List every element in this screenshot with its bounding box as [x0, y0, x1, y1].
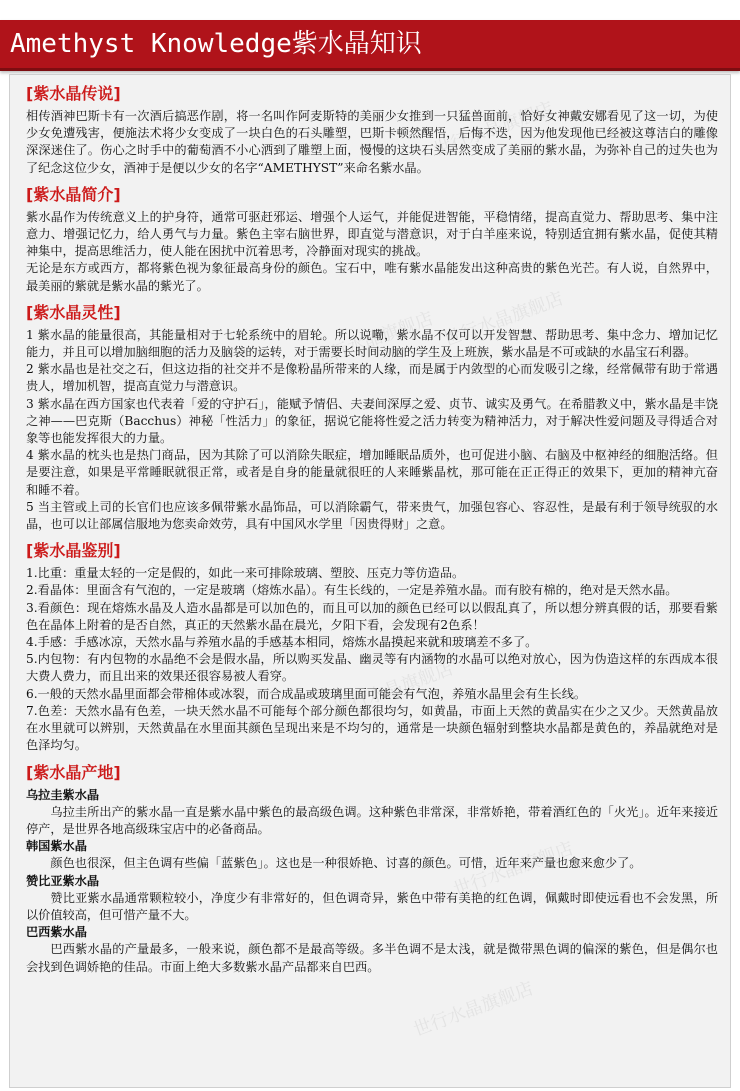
paragraph: 4.手感：手感冰凉，天然水晶与养殖水晶的手感基本相同，熔炼水晶摸起来就和玻璃差不多了。 — [26, 635, 538, 650]
section-spirit — [26, 302, 718, 533]
origin-name: 乌拉圭紫水晶 — [26, 787, 100, 802]
page-title: Amethyst Knowledge紫水晶知识 — [10, 29, 422, 59]
origin-name: 韩国紫水晶 — [26, 839, 87, 854]
paragraph: 巴西紫水晶的产量最多，一般来说，颜色都不是最高等级。多半色调不是太浅，就是微带黑色调的偏深的紫色，但是偶尔也会找到色调娇艳的佳品。市面上绝大多数紫水晶产品都来自巴西。 — [26, 942, 718, 974]
page-header — [0, 20, 740, 71]
paragraph: 1.比重：重量太轻的一定是假的，如此一来可排除玻璃、塑胶、压克力等仿造品。 — [26, 566, 465, 581]
paragraph: 2 紫水晶也是社交之石，但这边指的社交并不是像粉晶所带来的人缘，而是属于内敛型的心而发吸引之缘，经常佩带有助于常遇贵人，增加机智，提高直觉力与潜意识。 — [26, 362, 718, 394]
section-origin — [26, 762, 718, 976]
section-intro — [26, 184, 718, 295]
paragraph: 1 紫水晶的能量很高，其能量相对于七轮系统中的眉轮。所以说嘞，紫水晶不仅可以开发智慧、帮助思考、集中念力、增加记忆能力，并且可以增加脑细胞的活力及脑袋的运转，对于需要长时间动脑的学生及上班族，紫水晶是不可或缺的水晶宝石利器。 — [26, 327, 718, 360]
paragraph: 颜色也很深，但主色调有些偏「蓝紫色」。这也是一种很娇艳、讨喜的颜色。可惜，近年来产量也愈来愈少了。 — [50, 856, 642, 871]
content-panel — [9, 74, 731, 1088]
paragraph: 相传酒神巴斯卡有一次酒后搞恶作剧，将一名叫作阿麦斯特的美丽少女推到一只猛兽面前，恰好女神戴安娜看见了这一切，为使少女免遭残害，便施法术将少女变成了一块白色的石头雕塑，巴斯卡顿然醒悟，后悔不迭，因为他发现他已经被这尊洁白的雕像深深迷住了。伤心之时手中的葡萄酒不小心洒到了雕塑上面，慢慢的这块石头居然变成了美丽的紫水晶，为弥补自己的过失也为了纪念这位少女，酒神于是便以少女的名字“AMETHYST”来命名紫水晶。 — [26, 109, 718, 175]
section-identify — [26, 540, 718, 754]
paragraph: 3.看颜色：现在熔炼水晶及人造水晶都是可以加色的，而且可以加的颜色已经可以以假乱真了，所以想分辨真假的话，那要看紫色在晶体上附着的是否自然，真正的天然紫水晶在晨光，夕阳下看，会发现有2色系！ — [26, 600, 718, 632]
watermark: 世行水晶旗舰店 — [410, 977, 537, 1041]
watermark: 世行水晶旗舰店 — [330, 657, 457, 721]
paragraph: 2.看晶体：里面含有气泡的，一定是玻璃（熔炼水晶）。有生长线的，一定是养殖水晶。而有胶有棉的，绝对是天然水晶。 — [26, 583, 678, 598]
paragraph: 6.一般的天然水晶里面都会带棉体或冰裂，而合成晶或玻璃里面可能会有气泡，养殖水晶里会有生长线。 — [26, 686, 587, 701]
watermark: 世行水晶旗舰店 — [430, 97, 557, 161]
section-title: [紫水晶产地] — [26, 762, 121, 782]
paragraph: 7.色差：天然水晶有色差，一块天然水晶不可能每个部分颜色都很均匀，如黄晶，市面上天然的黄晶实在少之又少。天然黄晶放在水里就可以辨别，天然黄晶在水里面其颜色呈现出来是不均匀的，通常是一块颜色辐射到整块水晶都是黄色的，养晶就绝对是色泽均匀。 — [26, 703, 718, 753]
section-title: [紫水晶鉴别] — [26, 541, 121, 561]
paragraph: 5.内包物：有内包物的水晶绝不会是假水晶，所以购买发晶、幽灵等有内涵物的水晶可以绝对放心，因为伪造这样的东西成本很大费人费力，而且出来的效果还很容易被人看穿。 — [26, 652, 718, 684]
section-legend — [26, 83, 718, 177]
section-title: [紫水晶灵性] — [26, 302, 121, 322]
section-title: [紫水晶简介] — [26, 184, 121, 204]
paragraph: 3 紫水晶在西方国家也代表着「爱的守护石」，能赋予情侣、夫妻间深厚之爱、贞节、诚实及勇气。在希腊教义中，紫水晶是丰饶之神——巴克斯（Bacchus）神秘「性活力」的象征，据说它能将性爱之活力转变为精神活力，对于解决性爱问题及寻得适合对象等也能发挥很大的力量。 — [26, 396, 718, 446]
origin-name: 巴西紫水晶 — [26, 925, 87, 940]
watermark: 世行水晶旗舰店 — [310, 307, 437, 371]
watermark: 世行水晶旗舰店 — [440, 287, 567, 351]
paragraph: 无论是东方或西方，都将紫色视为象征最高身份的颜色。宝石中，唯有紫水晶能发出这种高贵的紫色光芒。有人说，自然界中，最美丽的紫就是紫水晶的紫光了。 — [26, 261, 718, 293]
paragraph: 4 紫水晶的枕头也是热门商品，因为其除了可以消除失眠症，增加睡眠品质外，也可促进小脑、右脑及中枢神经的细胞活络。但是要注意，如果是平常睡眠就很正常，或者是自身的能量就很旺的人来睡紫晶枕，那可能在正正得正的效果下，更加的精神亢奋和睡不着。 — [26, 448, 718, 497]
paragraph: 乌拉圭所出产的紫水晶一直是紫水晶中紫色的最高级色调。这种紫色非常深，非常娇艳，带着酒红色的「火光」。近年来接近停产，是世界各地高级珠宝店中的必备商品。 — [26, 804, 718, 836]
paragraph: 紫水晶作为传统意义上的护身符，通常可驱赶邪运、增强个人运气，并能促进智能，平稳情绪，提高直觉力、帮助思考、集中注意力、增强记忆力，给人勇气与力量。紫色主宰右脑世界，即直觉与潜意识，对于白羊座来说，特别适宜拥有紫水晶，促使其精神集中，提高思维活力，使人能在困扰中沉着思考，冷静面对现实的挑战。 — [26, 209, 718, 259]
section-title: [紫水晶传说] — [26, 84, 121, 103]
paragraph: 赞比亚紫水晶通常颗粒较小，净度少有非常好的，但色调奇异，紫色中带有美艳的红色调，佩戴时即使远看也不会发黑，所以价值较高，但可惜产量不大。 — [26, 890, 718, 922]
article-body — [26, 83, 718, 976]
watermark: 世行水晶旗舰店 — [450, 837, 577, 901]
origin-name: 赞比亚紫水晶 — [26, 873, 100, 888]
paragraph: 5 当主管或上司的长官们也应该多佩带紫水晶饰品，可以消除霸气，带来贵气，加强包容心、容忍性，是最有利于领导统驭的水晶，也可以让部属信服地为您卖命效劳，具有中国风水学里「因贵得财」之意。 — [26, 499, 718, 532]
